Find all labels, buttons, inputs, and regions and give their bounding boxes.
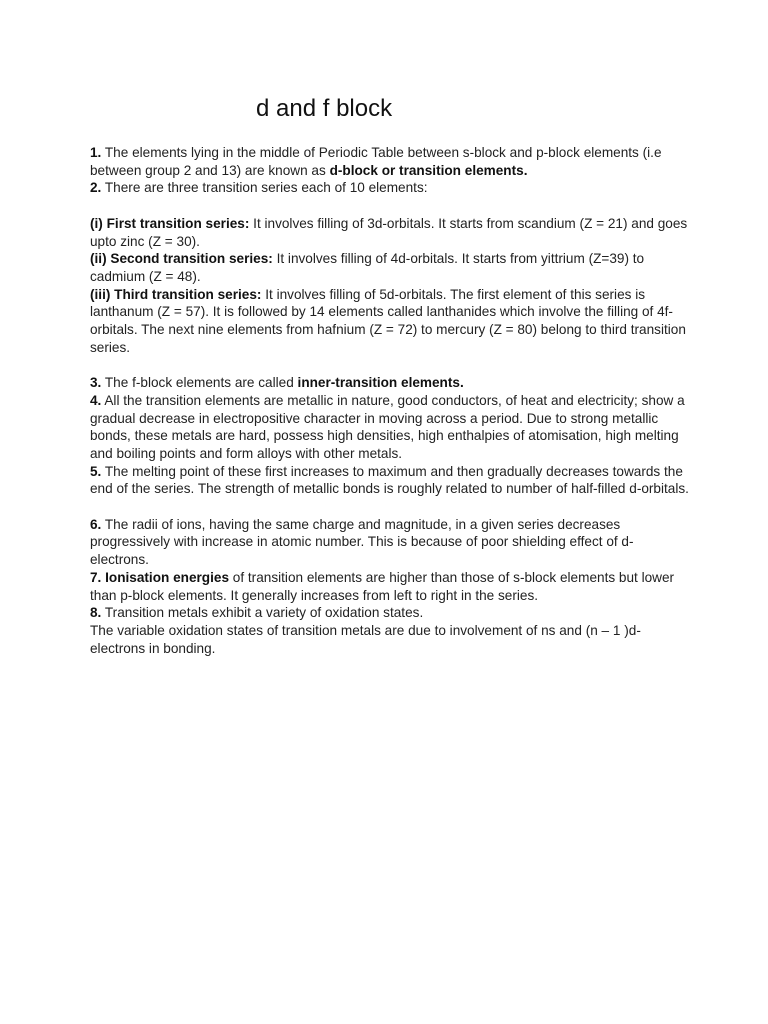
series-second-text: It involves filling of 4d-orbitals. It starts from yittrium (Z=39) to cadmium (Z = 48). (90, 251, 645, 284)
oxidation-note (90, 622, 690, 657)
point-1-bold: d-block or transition elements. (329, 162, 528, 178)
series-first (90, 215, 690, 250)
point-1-number: 1. (90, 145, 102, 160)
series-second-label: (ii) Second transition series: (90, 251, 273, 267)
point-8-text: Transition metals exhibit a variety of oxidation states. (101, 605, 424, 621)
series-first-text: It involves filling of 3d-orbitals. It starts from scandium (Z = 21) and goes upto zinc (Z = 30). (90, 215, 688, 249)
point-2 (90, 179, 690, 197)
point-6-text: The radii of ions, having the same charge and magnitude, in a given series decreases progressively with increase in atomic number. This is because of poor shielding effect of d-electrons. (90, 516, 634, 568)
point-8 (90, 604, 690, 622)
point-6-number: 6. (90, 516, 102, 532)
point-1-text: The elements lying in the middle of Periodic Table between s-block and p-block elements (i.e between group 2 and 13) are known as (90, 145, 662, 178)
point-5-text: The melting point of these first increases to maximum and then gradually decreases towards the end of the series. The strength of metallic bonds is roughly related to number of half-filled d-orbitals. (90, 463, 689, 497)
page-title: d and f block (256, 95, 393, 122)
point-7 (90, 569, 690, 604)
point-4-number: 4. (90, 392, 102, 408)
point-7-bold: Ionisation energies (101, 569, 230, 585)
point-4 (90, 392, 690, 463)
point-5-number: 5. (90, 463, 102, 479)
oxidation-note-text: The variable oxidation states of transition metals are due to involvement of ns and (n – 1 )d- electrons in bonding. (90, 622, 641, 656)
point-1 (90, 144, 690, 179)
document-body (90, 144, 690, 657)
point-6 (90, 516, 690, 569)
series-first-label: (i) First transition series: (90, 215, 250, 231)
spacer (90, 498, 690, 516)
point-5 (90, 463, 690, 498)
point-2-text: There are three transition series each of 10 elements: (101, 180, 428, 196)
series-second (90, 250, 690, 285)
spacer (90, 197, 690, 215)
series-third-label: (iii) Third transition series: (90, 286, 262, 302)
series-third (90, 286, 690, 357)
series-third-text: It involves filling of 5d-orbitals. The first element of this series is lanthanum (Z = 57). It is followed by 14 elements called lanthanides which involve the filling of 4f-orbitals. The next nine elements from hafnium (Z = 72) to mercury (Z = 80) belong to third transition series. (90, 286, 686, 355)
point-7-text: of transition elements are higher than those of s-block elements but lower than p-block elements. It generally increases from left to right in the series. (90, 569, 675, 603)
point-8-number: 8. (90, 605, 102, 621)
point-3-bold: inner-transition elements. (297, 375, 464, 391)
point-7-number: 7. (90, 569, 102, 585)
point-3-number: 3. (90, 375, 102, 391)
point-2-number: 2. (90, 180, 102, 196)
spacer (90, 356, 690, 374)
point-3-text: The f-block elements are called (101, 375, 298, 391)
point-4-text: All the transition elements are metallic in nature, good conductors, of heat and electricity; show a gradual decrease in electropositive character in moving across a period. Due to strong metallic bonds, these metals are hard, possess high densities, high enthalpies of atomisation, high melting and boiling points and form alloys with other metals. (90, 392, 685, 461)
point-3 (90, 374, 690, 392)
